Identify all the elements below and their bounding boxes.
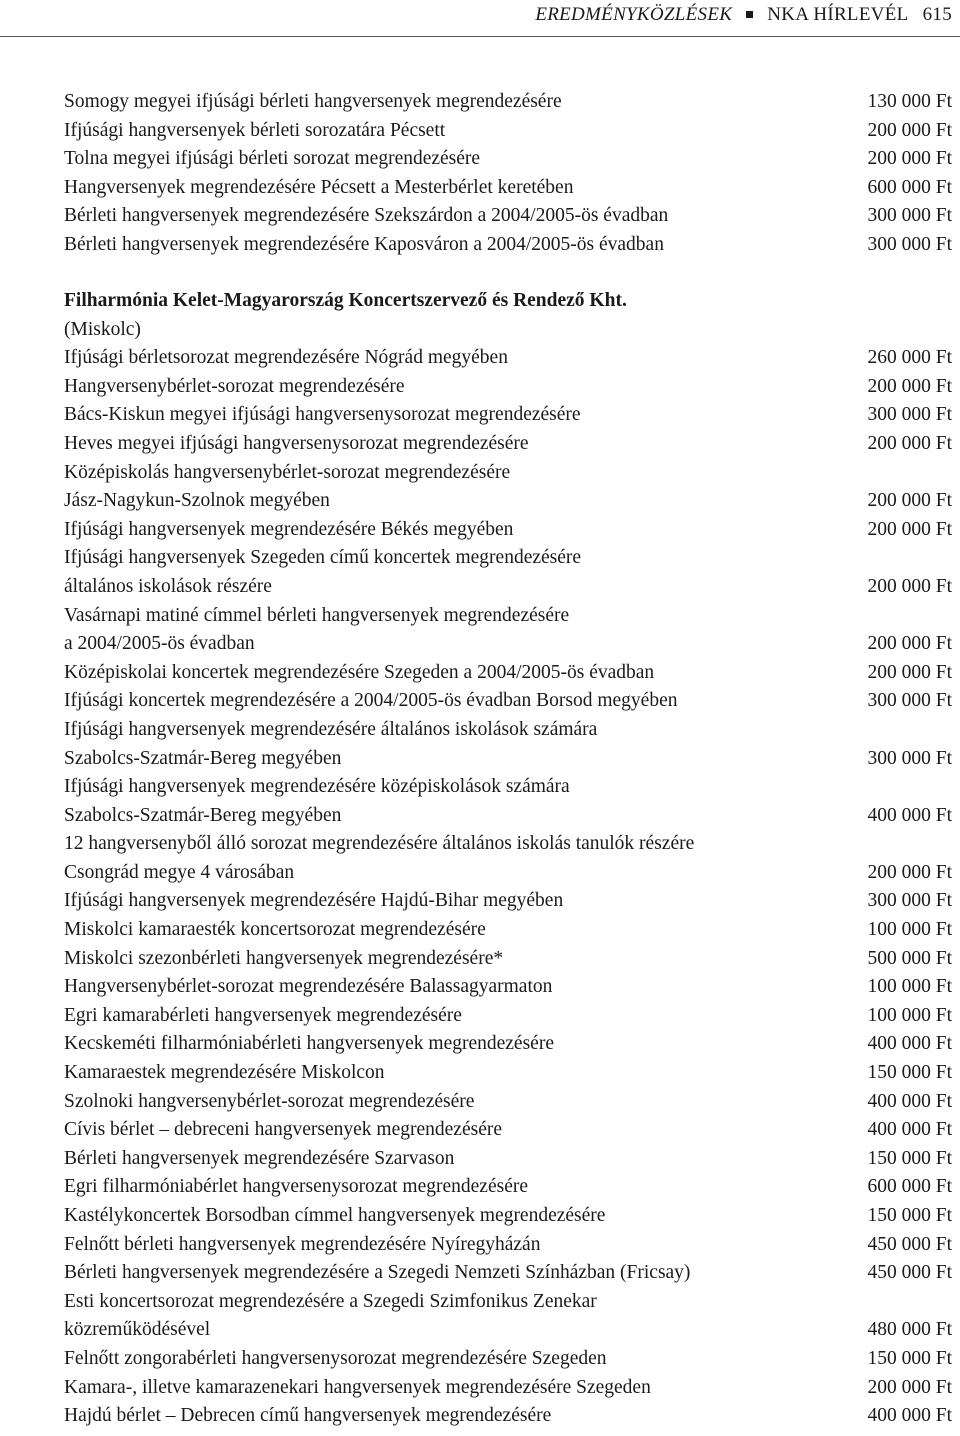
grant-amount: 200 000 Ft [867,861,952,883]
grant-amount: 200 000 Ft [867,490,952,512]
grant-row [64,1288,952,1317]
grant-amount: 200 000 Ft [867,375,952,397]
grant-amount: 200 000 Ft [867,633,952,655]
grant-row [64,1173,952,1202]
grant-amount: 400 000 Ft [867,1090,952,1112]
grant-row [64,859,952,888]
grant-description: Ifjúsági hangversenyek megrendezésére Hajdú-Bihar megyében [64,890,564,912]
grant-description: Kastélykoncertek Borsodban címmel hangversenyek megrendezésére [64,1205,606,1226]
grant-row [64,802,952,831]
header-section-title: EREDMÉNYKÖZLÉSEK [535,4,733,25]
grant-row [64,716,952,745]
grant-row [64,373,952,402]
grant-amount: 300 000 Ft [867,690,952,712]
grant-row [64,945,952,974]
grant-row [64,773,952,802]
grant-description: Kamaraestek megrendezésére Miskolcon [64,1062,385,1084]
grant-row [64,916,952,945]
grant-row [64,344,952,373]
grant-description: Középiskolai koncertek megrendezésére Szegeden a 2004/2005-ös évadban [64,661,655,683]
grant-description: Egri filharmóniabérlet hangversenysorozat megrendezésére [64,1176,528,1198]
grant-row [64,745,952,774]
grant-row [64,887,952,916]
organization-name: Filharmónia Kelet-Magyarország Koncertszervező és Rendező Kht. [64,290,627,311]
grant-description: Jász-Nagykun-Szolnok megyében [64,490,330,512]
grant-row [64,602,952,631]
grant-row [64,1231,952,1260]
grant-row [64,1259,952,1288]
grant-amount: 150 000 Ft [867,1147,952,1169]
grant-description: Cívis bérlet – debreceni hangversenyek megrendezésére [64,1119,503,1141]
grant-description: Hangversenybérlet-sorozat megrendezésére Balassagyarmaton [64,976,553,998]
grant-description: Somogy megyei ifjúsági bérleti hangversenyek megrendezésére [64,91,562,112]
grant-row [64,231,952,260]
grant-row [64,1088,952,1117]
grant-amount: 600 000 Ft [867,1176,952,1198]
grant-amount: 260 000 Ft [867,347,952,369]
grant-amount: 400 000 Ft [867,1033,952,1055]
grant-row [64,1402,952,1431]
square-bullet-icon [746,11,753,18]
grant-description: Ifjúsági bérletsorozat megrendezésére Nógrád megyében [64,347,508,369]
grant-amount: 150 000 Ft [867,1347,952,1369]
grant-description: Szabolcs-Szatmár-Bereg megyében [64,804,342,826]
grant-row [64,516,952,545]
grant-description: (Miskolc) [64,318,141,340]
grant-description: Középiskolás hangversenybérlet-sorozat megrendezésére [64,461,511,483]
grant-description: Hangversenyek megrendezésére Pécsett a Mesterbérlet keretében [64,176,574,198]
grant-row [64,1059,952,1088]
grant-amount: 400 000 Ft [867,804,952,826]
grant-row [64,659,952,688]
grant-description: Bérleti hangversenyek megrendezésére a Szegedi Nemzeti Színházban (Fricsay) [64,1262,691,1284]
grant-description: Esti koncertsorozat megrendezésére a Szegedi Szimfonikus Zenekar [64,1290,597,1312]
grant-row [64,830,952,859]
grant-description: Felnőtt zongorabérleti hangversenysorozat megrendezésére Szegeden [64,1347,607,1369]
grant-row [64,1345,952,1374]
grant-description: Ifjúsági hangversenyek bérleti sorozatára Pécsett [64,119,446,141]
grant-amount: 100 000 Ft [867,976,952,998]
grant-description: Miskolci szezonbérleti hangversenyek megrendezésére* [64,947,504,969]
grant-row [64,630,952,659]
grant-description: Ifjúsági hangversenyek megrendezésére Békés megyében [64,518,514,540]
grant-row [64,487,952,516]
grant-amount: 100 000 Ft [867,1004,952,1026]
grant-description: Ifjúsági hangversenyek megrendezésére középiskolások számára [64,776,570,798]
grant-description: általános iskolások részére [64,575,272,597]
grant-description: Egri kamarabérleti hangversenyek megrendezésére [64,1004,462,1026]
grant-list-2 [64,287,952,1431]
grant-row [64,1030,952,1059]
grant-row [64,401,952,430]
grant-amount: 400 000 Ft [867,1119,952,1141]
grant-description: 12 hangversenyből álló sorozat megrendezésére általános iskolás tanulók részére [64,833,695,855]
grant-description: Ifjúsági koncertek megrendezésére a 2004/2005-ös évadban Borsod megyében [64,690,678,712]
grant-description: Kamara-, illetve kamarazenekari hangversenyek megrendezésére Szegeden [64,1376,651,1398]
grant-row [64,687,952,716]
grant-amount: 300 000 Ft [867,890,952,912]
page-number: 615 [922,4,952,25]
header-line [535,4,952,26]
grant-amount: 200 000 Ft [867,1376,952,1398]
grant-row [64,430,952,459]
grant-description: Miskolci kamaraesték koncertsorozat megrendezésére [64,919,486,941]
grant-amount: 200 000 Ft [867,119,952,141]
grant-row [64,1145,952,1174]
page-header [0,0,960,37]
grant-amount: 450 000 Ft [867,1233,952,1255]
grant-description: Ifjúsági hangversenyek Szegeden című koncertek megrendezésére [64,547,582,569]
grant-description: Bérleti hangversenyek megrendezésére Szekszárdon a 2004/2005-ös évadban [64,205,669,227]
grant-row [64,145,952,174]
grant-amount: 200 000 Ft [867,661,952,683]
grant-description: Csongrád megye 4 városában [64,861,295,883]
header-publication: NKA HÍRLEVÉL [767,4,909,25]
grant-amount: 200 000 Ft [867,148,952,170]
grant-amount: 300 000 Ft [867,205,952,227]
grant-list-1 [64,88,952,260]
grant-description: Heves megyei ifjúsági hangversenysorozat megrendezésére [64,432,529,454]
grant-amount: 300 000 Ft [867,233,952,255]
grant-amount: 600 000 Ft [867,176,952,198]
grant-amount: 200 000 Ft [867,518,952,540]
grant-amount: 150 000 Ft [867,1062,952,1084]
grant-description: Tolna megyei ifjúsági bérleti sorozat megrendezésére [64,148,481,170]
grant-amount: 450 000 Ft [867,1262,952,1284]
grant-amount: 200 000 Ft [867,575,952,597]
grant-amount: 130 000 Ft [867,91,952,112]
grant-row [64,1374,952,1403]
grant-amount: 300 000 Ft [867,747,952,769]
grant-row [64,573,952,602]
grant-row [64,973,952,1002]
grant-amount: 480 000 Ft [867,1319,952,1341]
grant-description: közreműködésével [64,1319,211,1341]
grant-row [64,202,952,231]
grant-description: a 2004/2005-ös évadban [64,633,255,655]
grant-description: Bérleti hangversenyek megrendezésére Szarvason [64,1147,455,1169]
grant-amount: 500 000 Ft [867,947,952,969]
grant-amount: 200 000 Ft [867,432,952,454]
grant-description: Felnőtt bérleti hangversenyek megrendezésére Nyíregyházán [64,1233,541,1255]
grant-row [64,1202,952,1231]
grant-amount: 100 000 Ft [867,919,952,941]
grant-row [64,544,952,573]
grant-description: Ifjúsági hangversenyek megrendezésére általános iskolások számára [64,718,598,740]
grant-row [64,1316,952,1345]
grant-row [64,316,952,345]
grant-description: Szolnoki hangversenybérlet-sorozat megrendezésére [64,1090,475,1112]
grant-description: Bács-Kiskun megyei ifjúsági hangversenysorozat megrendezésére [64,404,581,426]
grant-amount: 300 000 Ft [867,404,952,426]
grant-row [64,1002,952,1031]
grant-row [64,117,952,146]
grant-description: Bérleti hangversenyek megrendezésére Kaposváron a 2004/2005-ös évadban [64,233,664,255]
grant-description: Hangversenybérlet-sorozat megrendezésére [64,375,405,397]
grant-description: Hajdú bérlet – Debrecen című hangversenyek megrendezésére [64,1405,552,1427]
grant-amount: 400 000 Ft [867,1405,952,1427]
grant-row [64,174,952,203]
grant-row [64,88,952,117]
grant-row [64,459,952,488]
grant-description: Vasárnapi matiné címmel bérleti hangversenyek megrendezésére [64,604,570,626]
grant-description: Kecskeméti filharmóniabérleti hangversenyek megrendezésére [64,1033,554,1055]
grant-row [64,1116,952,1145]
grant-description: Szabolcs-Szatmár-Bereg megyében [64,747,342,769]
grant-amount: 150 000 Ft [867,1205,952,1226]
